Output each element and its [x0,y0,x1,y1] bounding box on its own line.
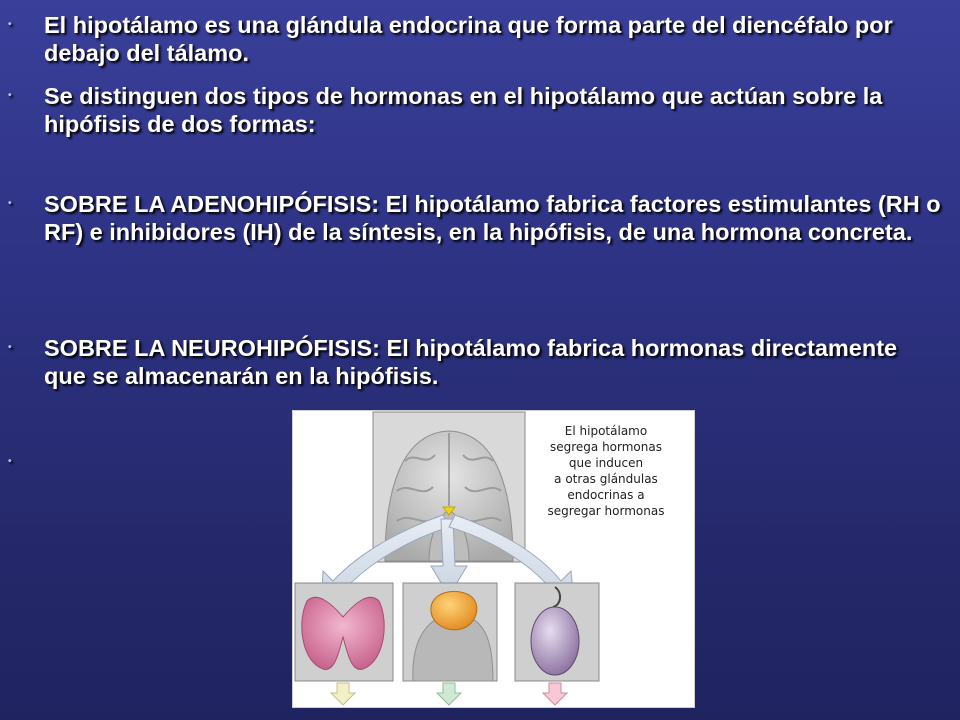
bullet-item [8,190,944,246]
caption-line: segregar hormonas [547,504,665,518]
bullet-item [8,11,944,67]
bullet-item [8,334,944,390]
bullet-marker-icon: • [8,90,12,101]
caption-line: El hipotálamo [564,424,648,438]
bullet-text: SOBRE LA ADENOHIPÓFISIS: El hipotálamo fabrica factores estimulantes (RH o RF) e inhibidores (IH) de la síntesis, en la hipófisis, de una hormona concreta. [44,191,941,245]
bullet-marker-icon: • [8,342,12,353]
caption-line: a otras glándulas [554,472,658,486]
caption-line: endocrinas a [567,488,645,502]
bullet-marker-icon: • [8,198,12,209]
thyroid-panel [295,583,393,681]
bullet-item [8,82,944,138]
figure-caption [523,423,689,519]
adrenal-panel [403,583,497,681]
caption-line: que inducen [568,456,644,470]
bullet-text: El hipotálamo es una glándula endocrina que forma parte del diencéfalo por debajo del tálamo. [44,12,893,66]
bullet-text: Se distinguen dos tipos de hormonas en el hipotálamo que actúan sobre la hipófisis de dos formas: [44,83,883,137]
caption-line: segrega hormonas [549,440,662,454]
testis-panel [515,583,599,681]
bullet-text: SOBRE LA NEUROHIPÓFISIS: El hipotálamo fabrica hormonas directamente que se almacenarán en la hipófisis. [44,335,898,389]
output-arrows [331,683,567,705]
bullet-marker-icon: • [8,456,12,467]
bullet-marker-icon: • [8,19,12,30]
hypothalamus-illustration [292,410,695,708]
